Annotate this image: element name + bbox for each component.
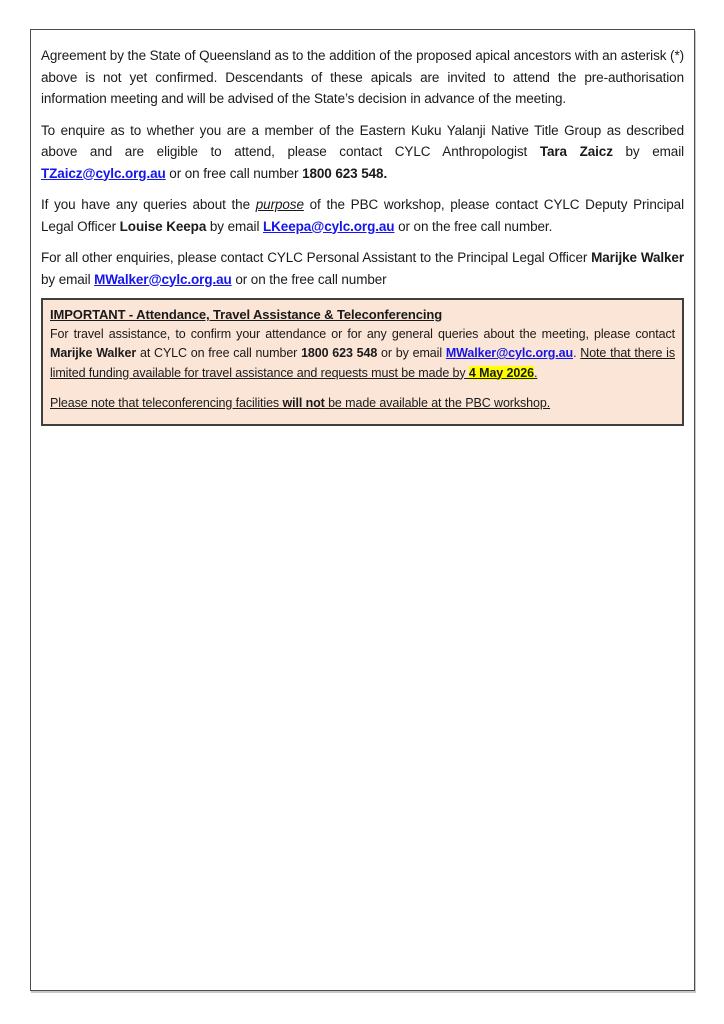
notice-contact-name: Marijke Walker	[50, 346, 137, 360]
email-link-lkeepa[interactable]: LKeepa@cylc.org.au	[263, 218, 395, 234]
notice-free-call-number: 1800 623 548	[301, 346, 378, 360]
deadline-highlight: 4 May 2026	[468, 365, 534, 380]
para-other-pre: For all other enquiries, please contact CYLC Personal Assistant to the Principal Legal Officer	[41, 250, 592, 265]
notice-teleconferencing	[50, 394, 675, 414]
notice-travel-mid2: or by email	[377, 346, 446, 360]
notice-travel-assistance	[50, 325, 675, 384]
notice-teleconf-post: be made available at the PBC workshop.	[324, 396, 551, 410]
notice-email-link-mwalker[interactable]: MWalker@cylc.org.au	[445, 346, 574, 360]
para-membership-mid: by email	[612, 144, 684, 159]
contact-name-louise-keepa: Louise Keepa	[119, 218, 207, 234]
contact-name-marijke-walker: Marijke Walker	[591, 250, 684, 265]
para-pbc-purpose-queries	[41, 194, 684, 237]
para-state-agreement-text: Agreement by the State of Queensland as to the addition of the proposed apical ancestors with an asterisk (*) above is not yet confirmed. Descendants of these apicals are invited to attend the pre-authorisation information meeting and will be advised of the State’s decision in advance of the meeting.	[41, 48, 684, 106]
email-link-mwalker[interactable]: MWalker@cylc.org.au	[94, 271, 232, 287]
notice-heading-text: IMPORTANT - Attendance, Travel Assistance & Teleconferencing	[50, 307, 443, 322]
notice-will-not: will not	[282, 396, 325, 410]
para-membership-pre: To enquire as to whether you are a member of the Eastern Kuku Yalanji Native Title Group as described above and are eligible to attend, please contact CYLC Anthropologist	[41, 122, 684, 159]
notice-heading	[50, 305, 675, 325]
notice-travel-sep: .	[573, 346, 581, 360]
para-state-agreement	[41, 45, 684, 110]
notice-funding-note-text: Note that there is limited funding available for travel assistance and requests must be made by	[50, 346, 676, 380]
para-purpose-mid2: by email	[206, 218, 264, 234]
para-purpose-post: or on the free call number.	[394, 218, 553, 234]
content-frame	[30, 29, 695, 991]
notice-teleconf-pre: Please note that teleconferencing facilities	[50, 396, 283, 410]
para-purpose-mid: of the PBC workshop, please contact CYLC Deputy Principal Legal Officer	[41, 197, 684, 234]
para-purpose-pre: If you have any queries about the	[41, 197, 256, 212]
para-other-mid: by email	[41, 271, 95, 287]
para-membership-post: or on free call number	[165, 165, 303, 181]
para-other-enquiries	[41, 247, 684, 290]
email-link-tzaicz[interactable]: TZaicz@cylc.org.au	[41, 165, 166, 181]
para-membership-enquiry	[41, 120, 684, 185]
purpose-emphasis: purpose	[255, 197, 304, 212]
notice-travel-pre: For travel assistance, to confirm your attendance or for any general queries about the meeting, please contact	[50, 326, 675, 341]
important-notice-box	[41, 298, 684, 426]
notice-funding-note-end: .	[533, 365, 538, 380]
free-call-number: 1800 623 548.	[302, 165, 388, 181]
para-other-post: or on the free call number	[231, 271, 387, 287]
contact-name-tara-zaicz: Tara Zaicz	[539, 144, 613, 159]
notice-travel-mid: at CYLC on free call number	[136, 346, 302, 360]
